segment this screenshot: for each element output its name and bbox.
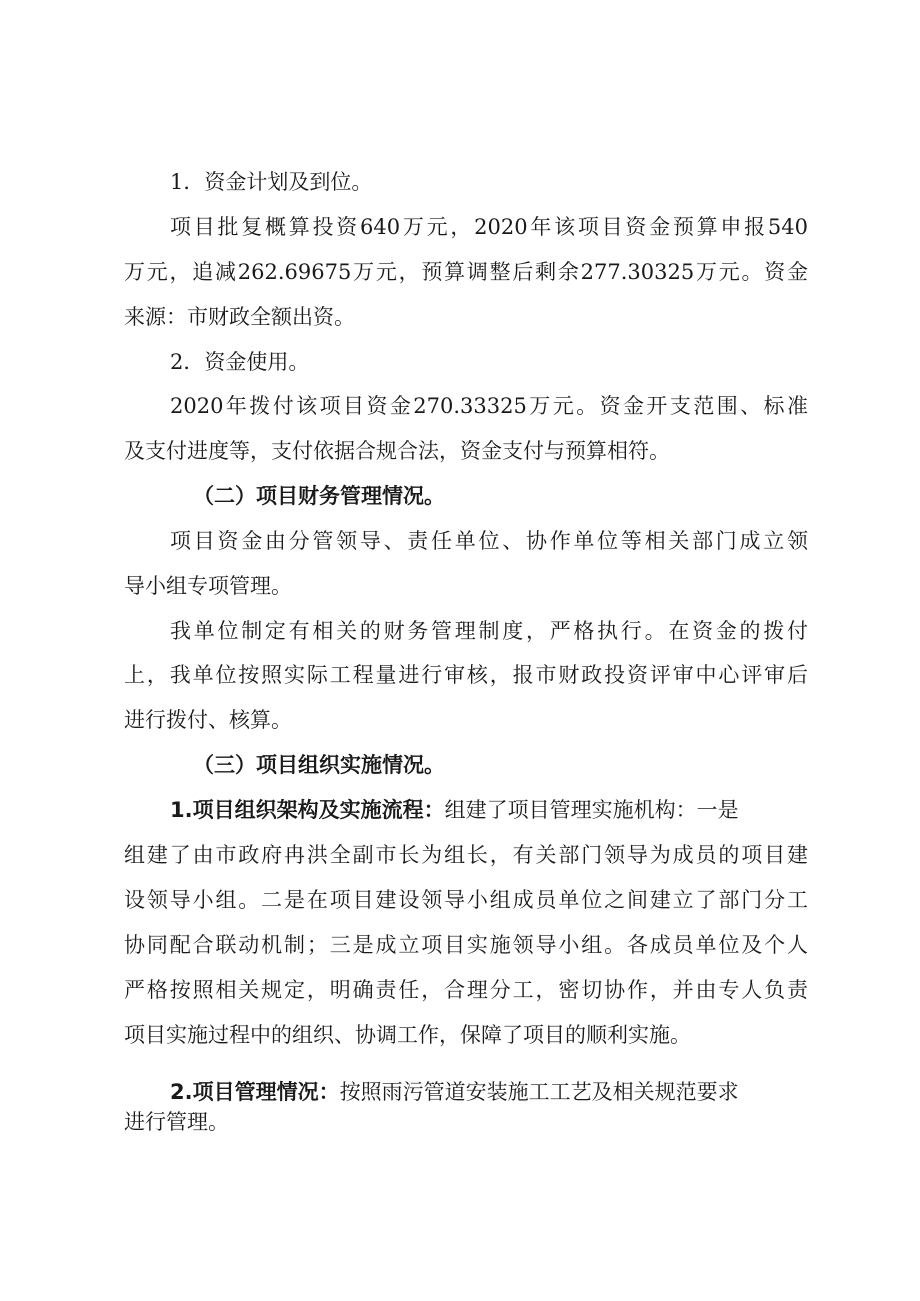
funding-plan-text-line-3: 来源：市财政全额出资。 <box>124 305 355 329</box>
organization-paragraph-line-3: 设领导小组。二是在项目建设领导小组成员单位之间建立了部门分工 <box>124 888 808 912</box>
organization-paragraph-line-4: 协同配合联动机制；三是成立项目实施领导小组。各成员单位及个人 <box>124 933 808 957</box>
funding-plan-text-line-1: 项目批复概算投资640万元，2020年该项目资金预算申报540 <box>170 215 808 239</box>
finance-system-text-line-2: 上，我单位按照实际工程量进行审核，报市财政投资评审中心评审后 <box>124 663 808 687</box>
funding-plan-text-line-2: 万元，追减262.69675万元，预算调整后剩余277.30325万元。资金 <box>124 260 808 284</box>
financial-management-text-line-2: 导小组专项管理。 <box>124 574 292 598</box>
management-line-1-text: 按照雨污管道安装施工工艺及相关规范要求 <box>339 1080 739 1104</box>
funding-use-text-line-2: 及支付进度等，支付依据合规合法，资金支付与预算相符。 <box>124 439 670 463</box>
funding-plan-heading: 1．资金计划及到位。 <box>170 170 373 194</box>
organization-paragraph-line-2: 组建了由市政府冉洪全副市长为组长，有关部门领导为成员的项目建 <box>124 843 808 867</box>
management-paragraph-line-1 <box>170 1078 808 1106</box>
funding-use-text-line-1: 2020年拨付该项目资金270.33325万元。资金开支范围、标准 <box>170 394 808 418</box>
organization-paragraph-line-5: 严格按照相关规定，明确责任，合理分工，密切协作，并由专人负责 <box>124 978 808 1002</box>
management-lead-label: 2.项目管理情况： <box>170 1080 340 1104</box>
financial-management-heading: （二）项目财务管理情况。 <box>193 484 445 508</box>
finance-system-text-line-1: 我单位制定有相关的财务管理制度，严格执行。在资金的拨付 <box>170 619 808 643</box>
organization-paragraph-line-1 <box>170 796 808 824</box>
management-paragraph-line-2: 进行管理。 <box>124 1110 229 1134</box>
organization-paragraph-line-6: 项目实施过程中的组织、协调工作，保障了项目的顺利实施。 <box>124 1023 691 1047</box>
implementation-heading: （三）项目组织实施情况。 <box>193 753 445 777</box>
finance-system-text-line-3: 进行拨付、核算。 <box>124 708 292 732</box>
organization-line-1-text: 组建了项目管理实施机构：一是 <box>444 798 739 822</box>
financial-management-text-line-1: 项目资金由分管领导、责任单位、协作单位等相关部门成立领 <box>170 529 808 553</box>
funding-use-heading: 2．资金使用。 <box>170 350 310 374</box>
organization-lead-label: 1.项目组织架构及实施流程： <box>170 798 445 822</box>
